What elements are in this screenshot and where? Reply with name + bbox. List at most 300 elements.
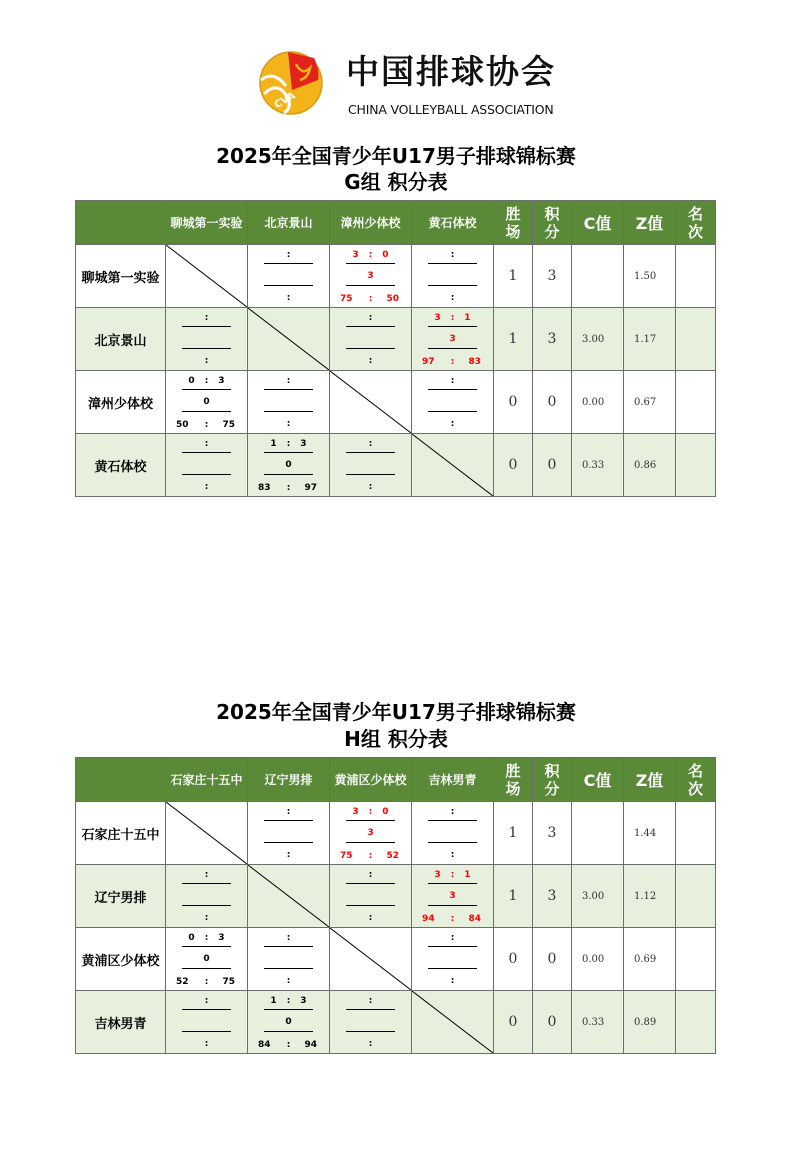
table-row: [76, 991, 716, 1054]
team-name: 黄石体校: [76, 434, 166, 497]
score-box: [330, 802, 411, 864]
sets-against: 0: [382, 250, 389, 260]
diagonal-line: [412, 434, 493, 496]
rank-value: [676, 802, 716, 865]
set-score: [248, 376, 329, 386]
match-points: 0: [285, 1017, 292, 1027]
sets-against: 3: [300, 439, 307, 449]
diagonal-cell: [166, 245, 248, 308]
points-separator: :: [286, 483, 291, 493]
set-score: [248, 807, 329, 817]
c-value: 3.00: [572, 865, 624, 928]
rank-value: [676, 928, 716, 991]
set-score: [166, 870, 247, 880]
group-h-standings-table: [75, 757, 716, 1054]
score-line: [264, 474, 313, 475]
set-separator: :: [368, 439, 373, 449]
points-separator: :: [286, 976, 291, 986]
rank-value: [676, 371, 716, 434]
score-line: [264, 946, 313, 947]
association-name-en: CHINA VOLLEYBALL ASSOCIATION: [348, 102, 554, 117]
table-row: [76, 928, 716, 991]
points-separator: :: [450, 293, 455, 303]
set-score: [166, 376, 247, 386]
svg-text:CVA: CVA: [272, 90, 298, 112]
match-cell: [330, 991, 412, 1054]
set-separator: :: [450, 870, 455, 880]
points-value: 3: [533, 308, 572, 371]
score-line: [182, 452, 231, 453]
match-points: 0: [203, 397, 210, 407]
points-against: 52: [386, 851, 399, 861]
score-box: [166, 865, 247, 927]
score-line: [428, 411, 477, 412]
set-separator: :: [368, 250, 373, 260]
set-score: [166, 439, 247, 449]
points-separator: :: [450, 850, 455, 860]
table-row: [76, 865, 716, 928]
header-team: 漳州少体校: [330, 201, 412, 245]
header-wins: 胜 场: [494, 758, 533, 802]
header-wins: 胜 场: [494, 201, 533, 245]
points-separator: :: [204, 482, 209, 492]
set-score: [412, 376, 493, 386]
points-against: 97: [304, 483, 317, 493]
set-score: [330, 807, 411, 817]
set-score: [412, 807, 493, 817]
diagonal-cell: [166, 802, 248, 865]
set-score: [330, 250, 411, 260]
diagonal-line: [248, 308, 329, 370]
score-box: [330, 991, 411, 1053]
points-against: 75: [222, 420, 235, 430]
header-points: 积 分: [533, 201, 572, 245]
points-separator: :: [450, 419, 455, 429]
score-line: [428, 389, 477, 390]
points-for: 97: [422, 357, 435, 367]
score-box: [412, 371, 493, 433]
diagonal-cell: [412, 434, 494, 497]
table-g-title: 2025年全国青少年U17男子排球锦标赛: [216, 144, 576, 168]
association-name-cn: 中国排球协会: [346, 52, 556, 91]
set-score: [412, 313, 493, 323]
score-line: [264, 411, 313, 412]
sets-for: 3: [352, 807, 359, 817]
score-box: [248, 371, 329, 433]
score-line: [428, 905, 477, 906]
table-row: [76, 434, 716, 497]
set-score: [412, 933, 493, 943]
points-for: 52: [176, 977, 189, 987]
score-line: [346, 883, 395, 884]
set-score: [412, 870, 493, 880]
wins-value: 1: [494, 245, 533, 308]
score-box: [248, 991, 329, 1053]
score-line: [346, 263, 395, 264]
score-box: [166, 928, 247, 990]
set-score: [166, 313, 247, 323]
score-line: [264, 842, 313, 843]
points-against: 75: [222, 977, 235, 987]
sets-for: 0: [188, 376, 195, 386]
points-separator: :: [204, 977, 209, 987]
table-row: [76, 802, 716, 865]
header-corner: [76, 758, 166, 802]
points-for: 50: [176, 420, 189, 430]
team-name: 漳州少体校: [76, 371, 166, 434]
sets-for: 1: [270, 439, 277, 449]
points-separator: :: [450, 976, 455, 986]
match-cell: [330, 802, 412, 865]
points-for: 84: [258, 1040, 271, 1050]
points-against: 50: [386, 294, 399, 304]
points-value: 3: [533, 245, 572, 308]
set-score: [330, 439, 411, 449]
header-team: 黄浦区少体校: [330, 758, 412, 802]
points-separator: :: [204, 1039, 209, 1049]
sets-against: 3: [300, 996, 307, 1006]
set-separator: :: [204, 933, 209, 943]
diagonal-line: [166, 802, 247, 864]
score-line: [428, 842, 477, 843]
score-line: [428, 348, 477, 349]
score-line: [428, 968, 477, 969]
score-line: [346, 820, 395, 821]
match-points: 3: [449, 891, 456, 901]
c-value: 0.00: [572, 371, 624, 434]
points-for: 94: [422, 914, 435, 924]
points-against: 83: [468, 357, 481, 367]
score-box: [166, 308, 247, 370]
score-line: [182, 326, 231, 327]
score-line: [264, 285, 313, 286]
diagonal-cell: [248, 308, 330, 371]
score-line: [346, 1009, 395, 1010]
score-line: [346, 452, 395, 453]
score-box: [248, 434, 329, 496]
points-separator: :: [368, 1039, 373, 1049]
header-team: 石家庄十五中: [166, 758, 248, 802]
rank-value: [676, 991, 716, 1054]
points-value: 3: [533, 865, 572, 928]
score-box: [166, 991, 247, 1053]
table-g-subtitle: G组 积分表: [344, 170, 448, 194]
header-team: 聊城第一实验: [166, 201, 248, 245]
match-cell: [248, 991, 330, 1054]
points-separator: :: [286, 850, 291, 860]
score-line: [182, 946, 231, 947]
score-box: [248, 245, 329, 307]
set-score: [330, 870, 411, 880]
score-line: [182, 968, 231, 969]
match-cell: [248, 245, 330, 308]
score-box: [412, 308, 493, 370]
set-separator: :: [450, 250, 455, 260]
header-z-value: Z值: [624, 758, 676, 802]
match-points: 3: [367, 271, 374, 281]
table-row: [76, 245, 716, 308]
header-c-value: C值: [572, 758, 624, 802]
points-value: 0: [533, 928, 572, 991]
sets-against: 1: [464, 313, 471, 323]
header-z-value: Z值: [624, 201, 676, 245]
score-line: [182, 348, 231, 349]
match-cell: [330, 245, 412, 308]
z-value: 1.12: [624, 865, 676, 928]
sets-against: 1: [464, 870, 471, 880]
points-value: 0: [533, 371, 572, 434]
points-separator: :: [450, 914, 455, 924]
diagonal-cell: [330, 371, 412, 434]
z-value: 0.69: [624, 928, 676, 991]
sets-for: 0: [188, 933, 195, 943]
score-line: [264, 968, 313, 969]
set-score: [248, 933, 329, 943]
set-score: [248, 250, 329, 260]
match-points: 3: [449, 334, 456, 344]
match-cell: [330, 865, 412, 928]
c-value: 3.00: [572, 308, 624, 371]
set-separator: :: [204, 313, 209, 323]
team-name: 辽宁男排: [76, 865, 166, 928]
score-line: [182, 474, 231, 475]
score-line: [346, 326, 395, 327]
c-value: [572, 802, 624, 865]
diagonal-cell: [412, 991, 494, 1054]
match-cell: [166, 434, 248, 497]
score-line: [428, 820, 477, 821]
z-value: 0.67: [624, 371, 676, 434]
match-cell: [166, 371, 248, 434]
score-line: [182, 389, 231, 390]
set-score: [412, 250, 493, 260]
set-separator: :: [286, 376, 291, 386]
points-separator: :: [368, 482, 373, 492]
score-box: [412, 802, 493, 864]
match-cell: [248, 371, 330, 434]
header-c-value: C值: [572, 201, 624, 245]
diagonal-line: [330, 371, 411, 433]
score-box: [248, 928, 329, 990]
set-separator: :: [450, 933, 455, 943]
match-cell: [330, 308, 412, 371]
score-line: [346, 905, 395, 906]
set-separator: :: [286, 996, 291, 1006]
match-points: 0: [285, 460, 292, 470]
team-name: 吉林男青: [76, 991, 166, 1054]
score-line: [346, 842, 395, 843]
wins-value: 0: [494, 371, 533, 434]
match-points: 3: [367, 828, 374, 838]
rank-value: [676, 245, 716, 308]
table-h-title: 2025年全国青少年U17男子排球锦标赛: [216, 700, 576, 724]
score-line: [428, 883, 477, 884]
rank-value: [676, 308, 716, 371]
set-separator: :: [368, 996, 373, 1006]
match-cell: [412, 245, 494, 308]
score-line: [264, 263, 313, 264]
points-separator: :: [368, 851, 373, 861]
set-score: [248, 996, 329, 1006]
points-separator: :: [204, 913, 209, 923]
points-separator: :: [286, 419, 291, 429]
score-line: [428, 285, 477, 286]
rank-value: [676, 865, 716, 928]
set-separator: :: [368, 807, 373, 817]
match-cell: [412, 308, 494, 371]
header-row: [76, 201, 716, 245]
score-box: [330, 308, 411, 370]
sets-against: 0: [382, 807, 389, 817]
match-cell: [412, 865, 494, 928]
diagonal-line: [330, 928, 411, 990]
set-score: [166, 996, 247, 1006]
score-box: [412, 928, 493, 990]
table-row: [76, 308, 716, 371]
score-line: [182, 905, 231, 906]
diagonal-line: [248, 865, 329, 927]
match-cell: [330, 434, 412, 497]
points-separator: :: [204, 356, 209, 366]
set-separator: :: [286, 807, 291, 817]
score-box: [330, 865, 411, 927]
z-value: 1.44: [624, 802, 676, 865]
score-line: [346, 1031, 395, 1032]
header-rank: 名 次: [676, 201, 716, 245]
wins-value: 1: [494, 865, 533, 928]
sets-for: 1: [270, 996, 277, 1006]
header-row: [76, 758, 716, 802]
points-for: 83: [258, 483, 271, 493]
wins-value: 1: [494, 308, 533, 371]
set-separator: :: [204, 376, 209, 386]
diagonal-line: [166, 245, 247, 307]
match-points: 0: [203, 954, 210, 964]
match-cell: [248, 802, 330, 865]
points-separator: :: [450, 357, 455, 367]
points-separator: :: [368, 294, 373, 304]
set-separator: :: [204, 439, 209, 449]
score-box: [330, 245, 411, 307]
set-separator: :: [286, 250, 291, 260]
score-line: [182, 1009, 231, 1010]
score-line: [264, 1009, 313, 1010]
table-row: [76, 371, 716, 434]
points-separator: :: [286, 293, 291, 303]
match-cell: [412, 371, 494, 434]
team-name: 黄浦区少体校: [76, 928, 166, 991]
score-line: [182, 1031, 231, 1032]
z-value: 0.86: [624, 434, 676, 497]
table-h-subtitle: H组 积分表: [344, 727, 448, 751]
set-score: [166, 933, 247, 943]
points-for: 75: [340, 294, 353, 304]
points-value: 0: [533, 434, 572, 497]
score-line: [182, 883, 231, 884]
diagonal-line: [412, 991, 493, 1053]
set-separator: :: [286, 933, 291, 943]
wins-value: 0: [494, 434, 533, 497]
points-value: 3: [533, 802, 572, 865]
score-box: [330, 434, 411, 496]
header-team: 北京景山: [248, 201, 330, 245]
set-separator: :: [450, 313, 455, 323]
set-score: [330, 996, 411, 1006]
team-name: 北京景山: [76, 308, 166, 371]
z-value: 1.50: [624, 245, 676, 308]
sets-for: 3: [434, 870, 441, 880]
z-value: 1.17: [624, 308, 676, 371]
header-rank: 名 次: [676, 758, 716, 802]
header-corner: [76, 201, 166, 245]
points-against: 94: [304, 1040, 317, 1050]
sets-for: 3: [352, 250, 359, 260]
rank-value: [676, 434, 716, 497]
wins-value: 0: [494, 928, 533, 991]
score-line: [264, 820, 313, 821]
sets-for: 3: [434, 313, 441, 323]
set-separator: :: [286, 439, 291, 449]
match-cell: [166, 928, 248, 991]
logo: [258, 50, 556, 122]
set-separator: :: [450, 807, 455, 817]
match-cell: [166, 991, 248, 1054]
score-line: [264, 1031, 313, 1032]
score-line: [346, 474, 395, 475]
diagonal-cell: [248, 865, 330, 928]
score-line: [428, 946, 477, 947]
score-line: [428, 326, 477, 327]
points-separator: :: [368, 356, 373, 366]
score-line: [346, 285, 395, 286]
score-box: [412, 865, 493, 927]
score-box: [412, 245, 493, 307]
score-box: [248, 802, 329, 864]
header-team: 吉林男青: [412, 758, 494, 802]
c-value: 0.33: [572, 991, 624, 1054]
match-cell: [248, 928, 330, 991]
score-line: [264, 452, 313, 453]
score-line: [428, 263, 477, 264]
match-cell: [166, 865, 248, 928]
team-name: 聊城第一实验: [76, 245, 166, 308]
sets-against: 3: [218, 933, 225, 943]
points-against: 84: [468, 914, 481, 924]
header-team: 黄石体校: [412, 201, 494, 245]
c-value: 0.33: [572, 434, 624, 497]
set-separator: :: [204, 996, 209, 1006]
wins-value: 0: [494, 991, 533, 1054]
set-separator: :: [368, 313, 373, 323]
score-box: [166, 371, 247, 433]
points-separator: :: [204, 420, 209, 430]
points-separator: :: [368, 913, 373, 923]
points-for: 75: [340, 851, 353, 861]
points-separator: :: [286, 1040, 291, 1050]
header-points: 积 分: [533, 758, 572, 802]
team-name: 石家庄十五中: [76, 802, 166, 865]
match-cell: [248, 434, 330, 497]
set-separator: :: [368, 870, 373, 880]
score-line: [346, 348, 395, 349]
set-separator: :: [204, 870, 209, 880]
match-cell: [412, 928, 494, 991]
c-value: [572, 245, 624, 308]
c-value: 0.00: [572, 928, 624, 991]
sets-against: 3: [218, 376, 225, 386]
score-line: [182, 411, 231, 412]
set-separator: :: [450, 376, 455, 386]
